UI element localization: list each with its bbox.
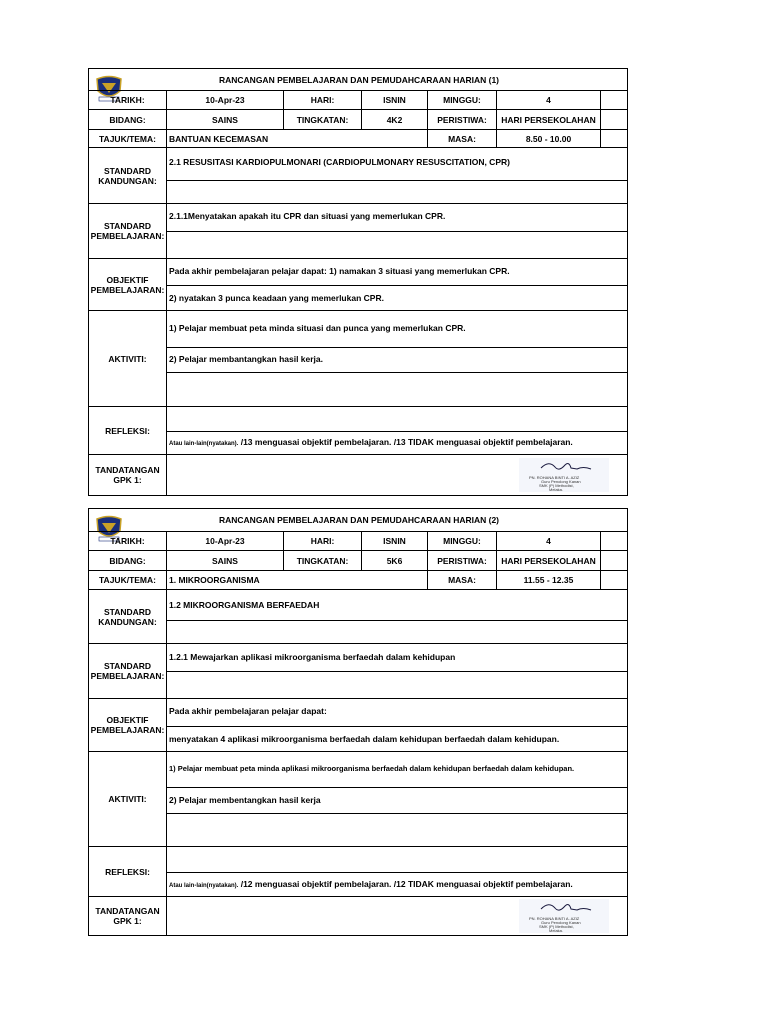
bidang-value: SAINS (167, 110, 284, 129)
stamp-line-3: SMK (P) Methodist, (539, 924, 574, 929)
masa-label: MASA: (428, 130, 497, 147)
hari-label: HARI: (284, 91, 362, 109)
ref-label: REFLEKSI: (89, 847, 167, 897)
hari-label: HARI: (284, 532, 362, 550)
info-row-2 (89, 551, 627, 571)
stamp-line-4: Melaka. (549, 487, 564, 492)
peristiwa-label: PERISTIWA: (428, 110, 497, 129)
hari-value: ISNIN (362, 91, 428, 109)
obj-line-1: Pada akhir pembelajaran pelajar dapat: 1) namakan 3 situasi yang memerlukan CPR. (167, 259, 627, 286)
tingkatan-label: TINGKATAN: (284, 551, 362, 570)
info-row-3 (89, 571, 627, 590)
info-row-2 (89, 110, 627, 130)
minggu-value: 4 (497, 91, 601, 109)
tingkatan-label: TINGKATAN: (284, 110, 362, 129)
akt-line-1: 1) Pelajar membuat peta minda situasi dan punca yang memerlukan CPR. (167, 311, 627, 348)
info-row-1 (89, 91, 627, 110)
stamp-line-1: PN. ROHANA BINTI A. AZIZ (529, 916, 580, 921)
obj-line-1: Pada akhir pembelajaran pelajar dapat: (167, 699, 627, 727)
peristiwa-value: HARI PERSEKOLAHAN (497, 551, 601, 570)
tajuk-value: 1. MIKROORGANISMA (167, 571, 428, 589)
sp-text: 2.1.1Menyatakan apakah itu CPR dan situasi yang memerlukan CPR. (167, 204, 627, 232)
sk-text: 1.2 MIKROORGANISMA BERFAEDAH (167, 590, 627, 621)
akt-blank-line (167, 814, 627, 847)
minggu-value: 4 (497, 532, 601, 550)
masa-label: MASA: (428, 571, 497, 589)
bidang-value: SAINS (167, 551, 284, 570)
sp-label: STANDARD PEMBELAJARAN: (89, 204, 167, 259)
tarikh-label: TARIKH: (89, 532, 167, 550)
sign-label: TANDATANGAN GPK 1: (89, 455, 167, 495)
signature-stamp (519, 899, 609, 933)
akt-label: AKTIVITI: (89, 311, 167, 407)
sp-label: STANDARD PEMBELAJARAN: (89, 644, 167, 699)
sk-text: 2.1 RESUSITASI KARDIOPULMONARI (CARDIOPULMONARY RESUSCITATION, CPR) (167, 148, 627, 181)
ref-mastery-text: /13 menguasai objektif pembelajaran. /13 TIDAK menguasai objektif pembelajaran. (238, 437, 573, 447)
ref-small-note: Atau lain-lain(nyatakan). (169, 883, 239, 889)
obj-label: OBJEKTIF PEMBELAJARAN: (89, 699, 167, 752)
bidang-label: BIDANG: (89, 110, 167, 129)
akt-line-2: 2) Pelajar membentangkan hasil kerja (167, 788, 627, 814)
peristiwa-value: HARI PERSEKOLAHAN (497, 110, 601, 129)
tajuk-value: BANTUAN KECEMASAN (167, 130, 428, 147)
obj-line-2: 2) nyatakan 3 punca keadaan yang memerlukan CPR. (167, 286, 627, 311)
minggu-label: MINGGU: (428, 91, 497, 109)
sk-label: STANDARD KANDUNGAN: (89, 590, 167, 644)
sk-label: STANDARD KANDUNGAN: (89, 148, 167, 204)
akt-blank-line (167, 373, 627, 407)
plan-title: RANCANGAN PEMBELAJARAN DAN PEMUDAHCARAAN HARIAN (2) (218, 515, 500, 525)
title-row (89, 509, 627, 532)
masa-value: 11.55 - 12.35 (497, 571, 601, 589)
tingkatan-value: 5K6 (362, 551, 428, 570)
ref-small-note: Atau lain-lain(nyatakan). (169, 441, 239, 447)
ref-line (167, 432, 627, 455)
plan-title: RANCANGAN PEMBELAJARAN DAN PEMUDAHCARAAN HARIAN (1) (218, 74, 500, 85)
title-row (89, 69, 627, 91)
stamp-line-1: PN. ROHANA BINTI A. AZIZ (529, 475, 580, 480)
lesson-plan-1 (88, 68, 628, 496)
sign-label: TANDATANGAN GPK 1: (89, 897, 167, 935)
sp-blank-line (167, 232, 627, 259)
tarikh-value: 10-Apr-23 (167, 91, 284, 109)
info-row-1 (89, 532, 627, 551)
tarikh-value: 10-Apr-23 (167, 532, 284, 550)
peristiwa-label: PERISTIWA: (428, 551, 497, 570)
lesson-plan-2 (88, 508, 628, 936)
tingkatan-value: 4K2 (362, 110, 428, 129)
ref-blank-line (167, 847, 627, 873)
stamp-line-2: Guru Penolong Kanan (541, 479, 581, 484)
akt-line-1: 1) Pelajar membuat peta minda aplikasi mikroorganisma berfaedah dalam kehidupan berfaedah dalam kehidupan. (167, 752, 627, 788)
sk-blank-line (167, 181, 627, 204)
tarikh-label: TARIKH: (89, 91, 167, 109)
tajuk-label: TAJUK/TEMA: (89, 130, 167, 147)
stamp-line-3: SMK (P) Methodist, (539, 483, 574, 488)
info-row-3 (89, 130, 627, 148)
obj-line-2: menyatakan 4 aplikasi mikroorganisma berfaedah dalam kehidupan berfaedah dalam kehidupan. (167, 727, 627, 752)
stamp-line-4: Melaka. (549, 928, 564, 933)
minggu-label: MINGGU: (428, 532, 497, 550)
sp-blank-line (167, 672, 627, 699)
stamp-line-2: Guru Penolong Kanan (541, 920, 581, 925)
signature-stamp (519, 458, 609, 492)
ref-blank-line (167, 407, 627, 432)
akt-label: AKTIVITI: (89, 752, 167, 847)
ref-line (167, 873, 627, 897)
hari-value: ISNIN (362, 532, 428, 550)
sp-text: 1.2.1 Mewajarkan aplikasi mikroorganisma berfaedah dalam kehidupan (167, 644, 627, 672)
tajuk-label: TAJUK/TEMA: (89, 571, 167, 589)
ref-label: REFLEKSI: (89, 407, 167, 455)
bidang-label: BIDANG: (89, 551, 167, 570)
ref-mastery-text: /12 menguasai objektif pembelajaran. /12 TIDAK menguasai objektif pembelajaran. (238, 879, 573, 889)
masa-value: 8.50 - 10.00 (497, 130, 601, 147)
obj-label: OBJEKTIF PEMBELAJARAN: (89, 259, 167, 311)
akt-line-2: 2) Pelajar membantangkan hasil kerja. (167, 348, 627, 373)
sk-blank-line (167, 621, 627, 644)
